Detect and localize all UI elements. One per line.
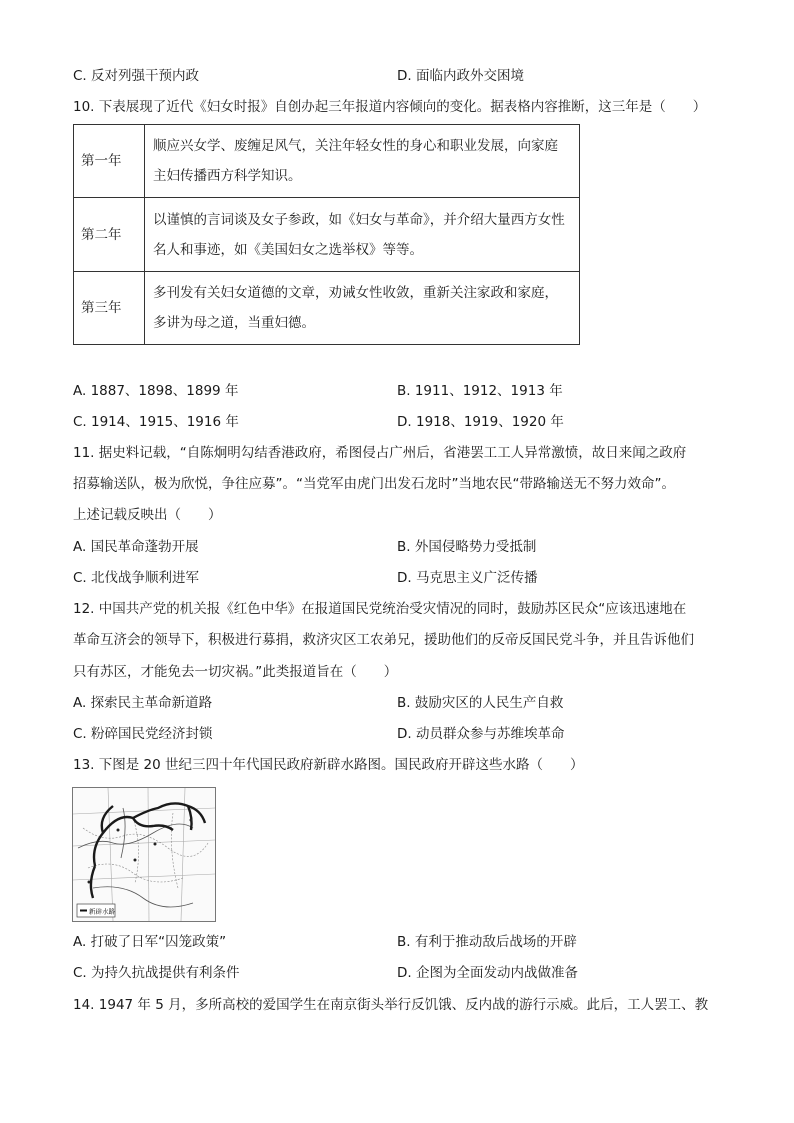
q10-year-2: 第二年 [74, 198, 145, 272]
q11-option-b: B. 外国侵略势力受抵制 [397, 539, 537, 555]
q10-content-3: 多刊发有关妇女道德的文章，劝诫女性收敛，重新关注家政和家庭，多讲为母之道，当重妇德。 [145, 272, 580, 345]
q12-option-a: A. 探索民主革命新道路 [73, 695, 213, 711]
q11-option-a: A. 国民革命蓬勃开展 [73, 539, 199, 555]
q10-option-d: D. 1918、1919、1920 年 [397, 414, 564, 430]
q12-stem-line-3: 只有苏区，才能免去一切灾祸。”此类报道旨在（ ） [73, 664, 398, 680]
q11-stem-line-1: 11. 据史料记载，“自陈炯明勾结香港政府，希图侵占广州后，省港罢工工人异常激愤，故日来闻之政府 [73, 445, 687, 461]
q10-content-2: 以谨慎的言词谈及女子参政，如《妇女与革命》，并介绍大量西方女性名人和事迹，如《美国妇女之选举权》等等。 [145, 198, 580, 272]
q10-year-3: 第三年 [74, 272, 145, 345]
q10-option-c: C. 1914、1915、1916 年 [73, 414, 239, 430]
q12-options-ab [73, 693, 723, 713]
q11-options-ab [73, 537, 723, 557]
q10-table [73, 124, 580, 345]
q11-option-d: D. 马克思主义广泛传播 [397, 570, 538, 586]
q12-option-b: B. 鼓励灾区的人民生产自救 [397, 695, 564, 711]
q10-option-b: B. 1911、1912、1913 年 [397, 383, 563, 399]
q10-options-ab [73, 381, 723, 401]
q13-option-c: C. 为持久抗战提供有利条件 [73, 965, 240, 981]
q12-option-c: C. 粉碎国民党经济封锁 [73, 726, 213, 742]
q9-options-cd [73, 66, 723, 86]
q12-option-d: D. 动员群众参与苏维埃革命 [397, 726, 565, 742]
waterway-map [72, 787, 216, 922]
q10-stem: 10. 下表展现了近代《妇女时报》自创办起三年报道内容倾向的变化。据表格内容推断，这三年是（ ） [73, 99, 707, 115]
q11-options-cd [73, 568, 723, 588]
q12-stem-line-1: 12. 中国共产党的机关报《红色中华》在报道国民党统治受灾情况的同时，鼓励苏区民众“应该迅速地在 [73, 601, 687, 617]
map-legend-label: 新辟水路 [89, 907, 115, 916]
q14-stem-line-1: 14. 1947 年 5 月，多所高校的爱国学生在南京街头举行反饥饿、反内战的游行示威。此后，工人罢工、教 [73, 997, 709, 1013]
table-row [74, 272, 580, 345]
q11-stem-line-2: 招募输送队，极为欣悦，争往应募”。“当党军由虎门出发石龙时”当地农民“带路输送无不努力效命”。 [73, 476, 675, 492]
q13-options-ab [73, 932, 723, 952]
q13-options-cd [73, 963, 723, 983]
q10-content-1: 顺应兴女学、废缠足风气，关注年轻女性的身心和职业发展，向家庭主妇传播西方科学知识。 [145, 125, 580, 198]
q11-stem-line-3: 上述记载反映出（ ） [73, 507, 222, 523]
q13-option-a: A. 打破了日军“囚笼政策” [73, 934, 227, 950]
q12-stem-line-2: 革命互济会的领导下，积极进行募捐，救济灾区工农弟兄，援助他们的反帝反国民党斗争，并且告诉他们 [73, 632, 694, 648]
q10-option-a: A. 1887、1898、1899 年 [73, 383, 239, 399]
q9-option-c: C. 反对列强干预内政 [73, 68, 200, 84]
q9-option-d: D. 面临内政外交困境 [397, 68, 524, 84]
q10-options-cd [73, 412, 723, 432]
q12-options-cd [73, 724, 723, 744]
map-drawing [73, 788, 215, 921]
table-row [74, 198, 580, 272]
q10-year-1: 第一年 [74, 125, 145, 198]
q13-option-d: D. 企图为全面发动内战做准备 [397, 965, 578, 981]
q13-stem: 13. 下图是 20 世纪三四十年代国民政府新辟水路图。国民政府开辟这些水路（ ） [73, 757, 584, 773]
q11-option-c: C. 北伐战争顺利进军 [73, 570, 200, 586]
table-row [74, 125, 580, 198]
q13-option-b: B. 有利于推动敌后战场的开辟 [397, 934, 577, 950]
